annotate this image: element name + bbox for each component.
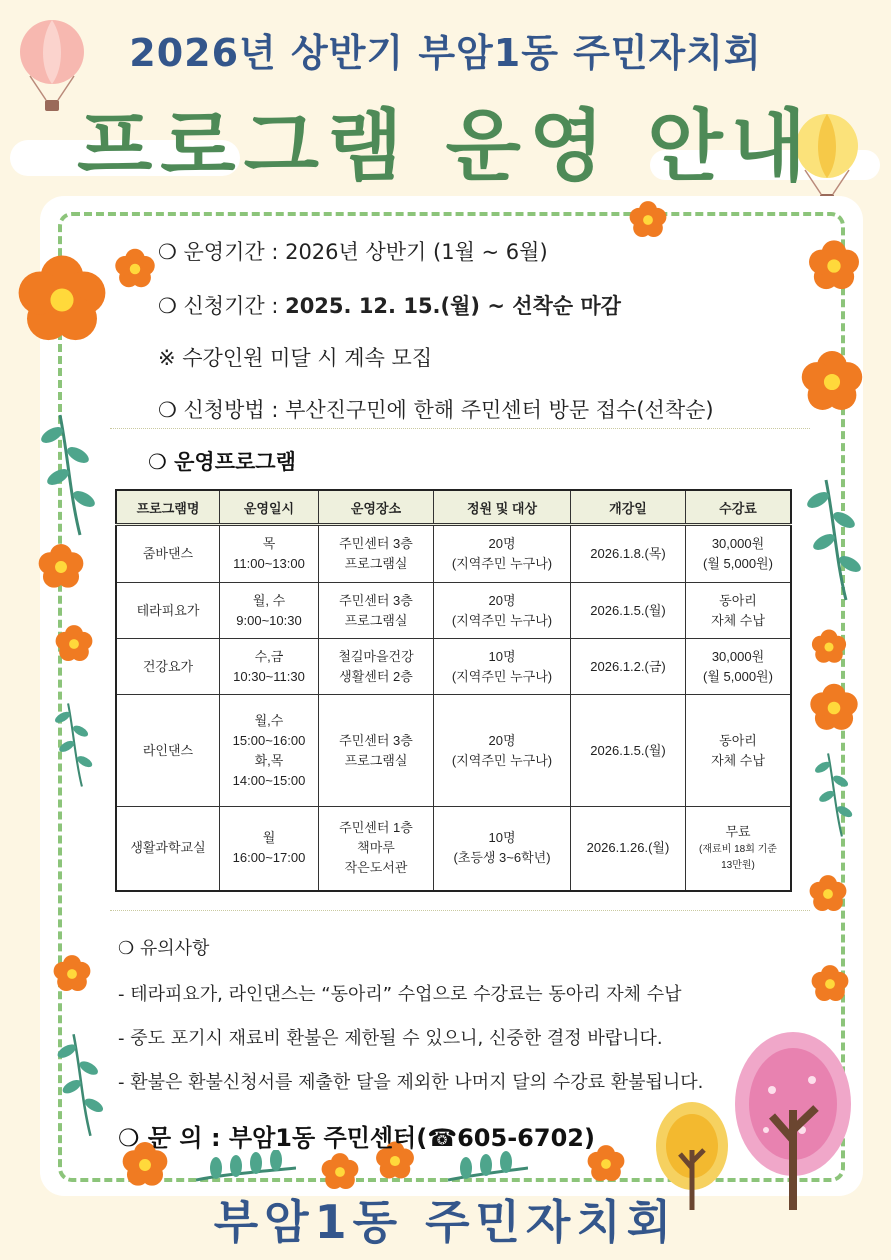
divider (110, 428, 810, 429)
program-fee: 동아리 자체 수납 (686, 695, 792, 807)
program-name: 줌바댄스 (116, 525, 220, 583)
flower-icon (806, 872, 850, 916)
column-header: 개강일 (571, 490, 686, 525)
programs-section-title: ❍ 운영프로그램 (148, 450, 296, 474)
program-name: 건강요가 (116, 639, 220, 695)
notice-item: - 테라피요가, 라인댄스는 “동아리” 수업으로 수강료는 동아리 자체 수납 (118, 984, 682, 1005)
program-place: 주민센터 3층 프로그램실 (319, 695, 434, 807)
program-place: 주민센터 3층 프로그램실 (319, 525, 434, 583)
tree-icon (732, 1030, 854, 1210)
application-period (158, 290, 621, 320)
program-capacity: 10명 (초등생 3~6학년) (434, 807, 571, 891)
table-row (116, 525, 791, 583)
program-schedule: 월,수 15:00~16:00 화,목 14:00~15:00 (220, 695, 319, 807)
program-start-date: 2026.1.5.(월) (571, 695, 686, 807)
column-header: 운영장소 (319, 490, 434, 525)
program-schedule: 월 16:00~17:00 (220, 807, 319, 891)
program-schedule: 월, 수 9:00~10:30 (220, 583, 319, 639)
flower-icon (808, 626, 850, 668)
application-method-label: ❍ 신청방법 : (158, 398, 286, 422)
flower-icon (808, 962, 852, 1006)
program-schedule: 목 11:00~13:00 (220, 525, 319, 583)
program-fee: 30,000원 (월 5,000원) (686, 639, 792, 695)
column-header: 프로그램명 (116, 490, 220, 525)
program-place: 주민센터 3층 프로그램실 (319, 583, 434, 639)
table-row (116, 639, 791, 695)
application-period-value: 2025. 12. 15.(월) ~ 선착순 마감 (285, 294, 621, 318)
notice-item: - 중도 포기시 재료비 환불은 제한될 수 있으니, 신중한 결정 바랍니다. (118, 1028, 663, 1049)
application-period-label: ❍ 신청기간 : (158, 294, 286, 318)
column-header: 운영일시 (220, 490, 319, 525)
program-name: 라인댄스 (116, 695, 220, 807)
program-start-date: 2026.1.26.(월) (571, 807, 686, 891)
notice-item: - 환불은 환불신청서를 제출한 달을 제외한 나머지 달의 수강료 환불됩니다. (118, 1072, 704, 1093)
program-place: 철길마을건강 생활센터 2층 (319, 639, 434, 695)
program-table (115, 489, 792, 892)
table-row (116, 807, 791, 891)
leaf-branch-icon (812, 750, 858, 840)
leaf-branch-icon (806, 470, 866, 620)
flower-icon (806, 680, 862, 736)
flower-icon (12, 250, 112, 350)
program-start-date: 2026.1.2.(금) (571, 639, 686, 695)
program-fee: 무료 (재료비 18회 기준 13만원) (686, 807, 792, 891)
application-method-value: 부산진구민에 한해 주민센터 방문 접수(선착순) (285, 398, 714, 422)
recruitment-note: ※ 수강인원 미달 시 계속 모집 (158, 346, 433, 370)
operation-period-label: ❍ 운영기간 : (158, 240, 286, 264)
leaf-branch-icon (50, 700, 100, 790)
program-start-date: 2026.1.5.(월) (571, 583, 686, 639)
operation-period-value: 2026년 상반기 (1월 ~ 6월) (285, 240, 548, 264)
contact-info: ❍ 문 의 : 부암1동 주민센터(☎605-6702) (118, 1124, 595, 1152)
notices-title: ❍ 유의사항 (118, 938, 210, 959)
program-fee: 동아리 자체 수납 (686, 583, 792, 639)
program-place: 주민센터 1층 책마루 작은도서관 (319, 807, 434, 891)
program-name: 생활과학교실 (116, 807, 220, 891)
column-header: 수강료 (686, 490, 792, 525)
flower-icon (34, 540, 88, 594)
program-capacity: 20명 (지역주민 누구나) (434, 525, 571, 583)
operation-period (158, 236, 548, 266)
table-row (116, 695, 791, 807)
flower-icon (796, 346, 868, 418)
program-fee: 30,000원 (월 5,000원) (686, 525, 792, 583)
application-method (158, 394, 714, 424)
table-header-row (116, 490, 791, 525)
leaf-branch-icon (54, 1030, 110, 1140)
flower-icon (50, 952, 94, 996)
subtitle: 2026년 상반기 부암1동 주민자치회 (129, 31, 762, 75)
program-capacity: 20명 (지역주민 누구나) (434, 695, 571, 807)
program-capacity: 20명 (지역주민 누구나) (434, 583, 571, 639)
program-capacity: 10명 (지역주민 누구나) (434, 639, 571, 695)
footer-organization: 부암1동 주민자치회 (213, 1195, 678, 1249)
page-title: 프로그램 운영 안내 (76, 102, 815, 192)
table-row (116, 583, 791, 639)
flower-icon (804, 236, 864, 296)
program-start-date: 2026.1.8.(목) (571, 525, 686, 583)
program-schedule: 수,금 10:30~11:30 (220, 639, 319, 695)
leaf-branch-icon (40, 410, 110, 540)
flower-icon (112, 246, 158, 292)
flower-icon (52, 622, 96, 666)
divider (110, 910, 810, 911)
program-name: 테라피요가 (116, 583, 220, 639)
column-header: 정원 및 대상 (434, 490, 571, 525)
flower-icon (626, 198, 670, 242)
